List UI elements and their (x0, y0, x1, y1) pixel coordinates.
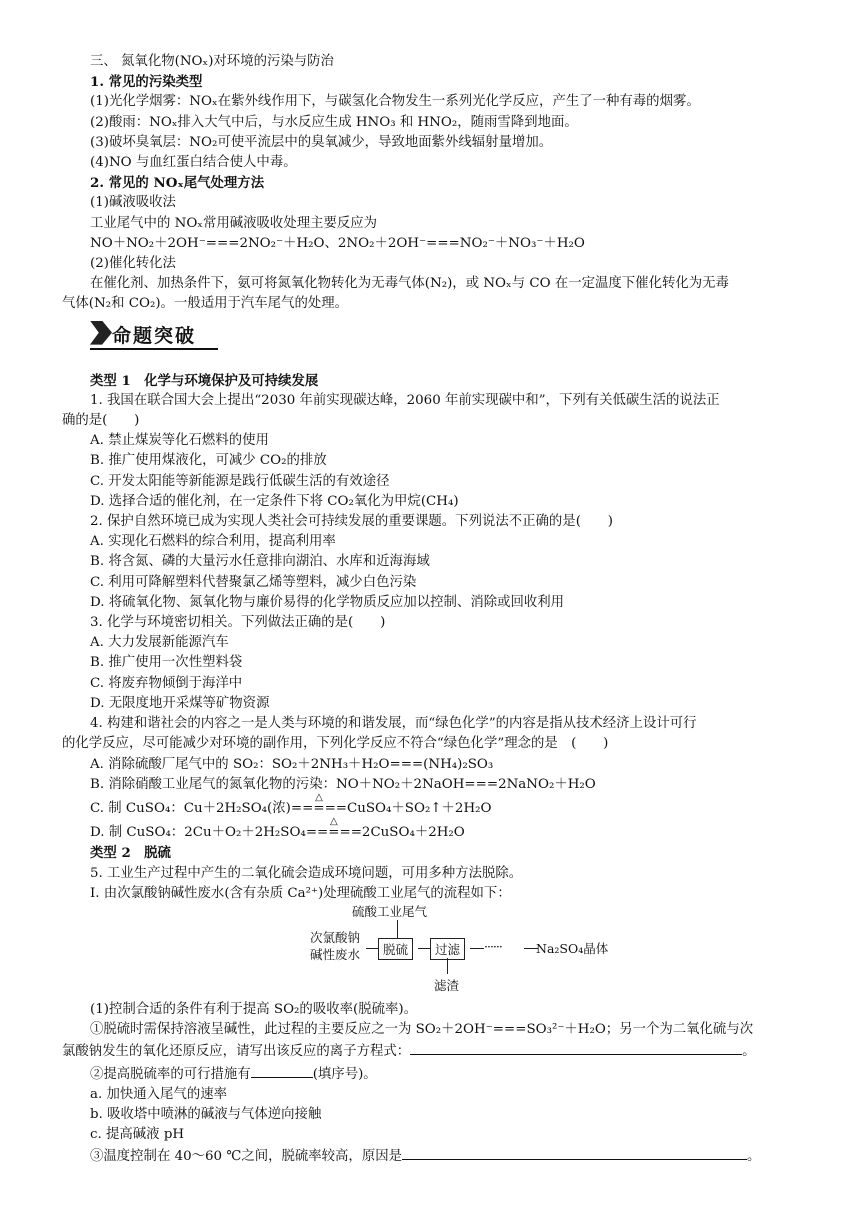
flow-residue-label: 滤渣 (434, 977, 460, 993)
banner-arrow-icon (90, 321, 112, 345)
section-heading: 三、 氮氧化物(NOₓ)对环境的污染与防治 (90, 54, 334, 69)
option: c. 提高碱液 pH (90, 1127, 185, 1143)
type-heading: 类型 1 化学与环境保护及可持续发展 (90, 372, 319, 389)
flow-line (418, 948, 430, 949)
flow-dots: ······ (484, 938, 502, 954)
paragraph: (2)催化转化法 (90, 256, 176, 272)
option-c-left: C. 制 CuSO₄：Cu＋2H₂SO₄(浓) (90, 800, 291, 816)
option: b. 吸收塔中喷淋的碱液与气体逆向接触 (90, 1106, 322, 1122)
paragraph: 在催化剂、加热条件下，氨可将氮氧化物转化为无毒气体(N₂)，或 NOₓ与 CO 在一定温度下催化转化为无毒 (90, 276, 729, 292)
banner-title: 命题突破 (112, 324, 197, 347)
question-stem: 3. 化学与环境密切相关。下列做法正确的是( ) (90, 615, 386, 631)
filtration-box: 过滤 (430, 938, 465, 960)
answer-blank[interactable] (402, 1145, 747, 1160)
question-part: Ⅰ. 由次氯酸钠碱性废水(含有杂质 Ca²⁺)处理硫酸工业尾气的流程如下： (90, 885, 511, 901)
option: C. 利用可降解塑料代替聚氯乙烯等塑料，减少白色污染 (90, 574, 417, 590)
paragraph: 工业尾气中的 NOₓ常用碱液吸收处理主要反应为 (90, 215, 378, 231)
flow-product-label: Na₂SO₄晶体 (536, 940, 609, 956)
question-stem: 4. 构建和谐社会的内容之一是人类与环境的和谐发展，而“绿色化学”的内容是指从技术经济上设计可行 (90, 716, 697, 732)
option: a. 加快通入尾气的速率 (90, 1086, 228, 1102)
process-flow-diagram (62, 904, 802, 1000)
sub-question (62, 1145, 802, 1167)
paragraph: (4)NO 与血红蛋白结合使人中毒。 (90, 155, 297, 171)
sub-question (62, 1040, 802, 1062)
paragraph: (1)碱液吸收法 (90, 195, 176, 211)
flow-left-label-1: 次氯酸钠 (310, 929, 361, 945)
sub-question-text: ②提高脱硫率的可行措施有 (90, 1066, 251, 1082)
option-c-right: CuSO₄＋SO₂↑＋2H₂O (347, 800, 492, 816)
question-stem: 确的是( ) (62, 413, 140, 429)
flow-line (366, 948, 378, 949)
sub-question-end: 。 (742, 1044, 756, 1060)
question-stem: 1. 我国在联合国大会上提出“2030 年前实现碳达峰，2060 年前实现碳中和”，下列有关低碳生活的说法正 (90, 392, 720, 408)
option: B. 将含氮、磷的大量污水任意排向湖泊、水库和近海海域 (90, 554, 430, 570)
option: A. 禁止煤炭等化石燃料的使用 (90, 433, 269, 449)
option: A. 消除硫酸厂尾气中的 SO₂：SO₂＋2NH₃＋H₂O===(NH₄)₂SO₃ (90, 756, 494, 772)
paragraph: (1)光化学烟雾：NOₓ在紫外线作用下，与碳氢化合物发生一系列光化学反应，产生了一种有毒的烟雾。 (90, 94, 700, 110)
flow-line (470, 948, 484, 949)
option: D. 无限度地开采煤等矿物资源 (90, 695, 270, 711)
reaction-arrow: ===== (290, 800, 348, 816)
question-stem: 的化学反应，尽可能减少对环境的副作用，下列化学反应不符合“绿色化学”理念的是 ( ) (62, 736, 609, 752)
option: A. 实现化石燃料的综合利用，提高利用率 (90, 534, 336, 550)
option (62, 791, 802, 819)
section-banner (90, 319, 802, 349)
option-d-right: 2CuSO₄＋2H₂O (361, 825, 465, 841)
option: B. 消除硝酸工业尾气的氮氧化物的污染：NO＋NO₂＋2NaOH===2NaNO₂＋H₂O (90, 776, 596, 792)
desulfurization-box: 脱硫 (378, 938, 413, 960)
question-stem: 5. 工业生产过程中产生的二氧化硫会造成环境问题，可用多种方法脱除。 (90, 865, 523, 881)
document-page (62, 52, 802, 1168)
option: B. 推广使用一次性塑料袋 (90, 655, 243, 671)
sub-question-end: (填序号)。 (312, 1066, 377, 1082)
subheading-pollution-types: 1. 常见的污染类型 (90, 74, 203, 91)
option: A. 大力发展新能源汽车 (90, 635, 229, 651)
type-heading: 类型 2 脱硫 (90, 845, 171, 862)
flow-left-label-2: 碱性废水 (310, 946, 361, 962)
flow-line (447, 958, 448, 974)
paragraph: 气体(N₂和 CO₂)。一般适用于汽车尾气的处理。 (62, 296, 349, 312)
option (62, 816, 802, 843)
sub-question (62, 1063, 802, 1085)
answer-blank[interactable] (251, 1063, 313, 1078)
question-stem: 2. 保护自然环境已成为实现人类社会可持续发展的重要课题。下列说法不正确的是( ) (90, 514, 613, 530)
sub-question-text: ③温度控制在 40～60 ℃之间，脱硫率较高，原因是 (90, 1149, 402, 1165)
flow-top-label: 硫酸工业尾气 (352, 903, 428, 919)
option: C. 将废弃物倾倒于海洋中 (90, 675, 243, 691)
sub-question: ①脱硫时需保持溶液呈碱性，此过程的主要反应之一为 SO₂＋2OH⁻===SO₃²⁻＋H₂O；另一个为二氧化硫与次 (90, 1022, 754, 1038)
sub-question-end: 。 (747, 1149, 761, 1165)
sub-question-text: 氯酸钠发生的氧化还原反应，请写出该反应的离子方程式： (62, 1044, 411, 1060)
option: B. 推广使用煤液化，可减少 CO₂的排放 (90, 453, 327, 469)
option: C. 开发太阳能等新能源是践行低碳生活的有效途径 (90, 473, 390, 489)
paragraph: (2)酸雨：NOₓ排入大气中后，与水反应生成 HNO₃ 和 HNO₂，随雨雪降到地面。 (90, 114, 578, 130)
heat-condition (305, 816, 362, 843)
equation: NO＋NO₂＋2OH⁻===2NO₂⁻＋H₂O、2NO₂＋2OH⁻===NO₂⁻＋NO₃⁻＋H₂O (90, 235, 585, 251)
heat-symbol: △ (330, 816, 338, 828)
reaction-arrow: ===== (305, 825, 362, 841)
option-d-left: D. 制 CuSO₄：2Cu＋O₂＋2H₂SO₄ (90, 825, 306, 841)
option: D. 选择合适的催化剂，在一定条件下将 CO₂氧化为甲烷(CH₄) (90, 493, 459, 509)
subheading-treatment-methods: 2. 常见的 NOₓ尾气处理方法 (90, 175, 265, 192)
heat-symbol: △ (315, 791, 323, 803)
option: D. 将硫氧化物、氮氧化物与廉价易得的化学物质反应加以控制、消除或回收利用 (90, 594, 565, 610)
banner-underline (90, 348, 218, 350)
paragraph: (3)破坏臭氧层：NO₂可使平流层中的臭氧减少，导致地面紫外线辐射量增加。 (90, 134, 553, 150)
sub-question: (1)控制合适的条件有利于提高 SO₂的吸收率(脱硫率)。 (90, 1001, 418, 1017)
answer-blank[interactable] (410, 1040, 742, 1055)
